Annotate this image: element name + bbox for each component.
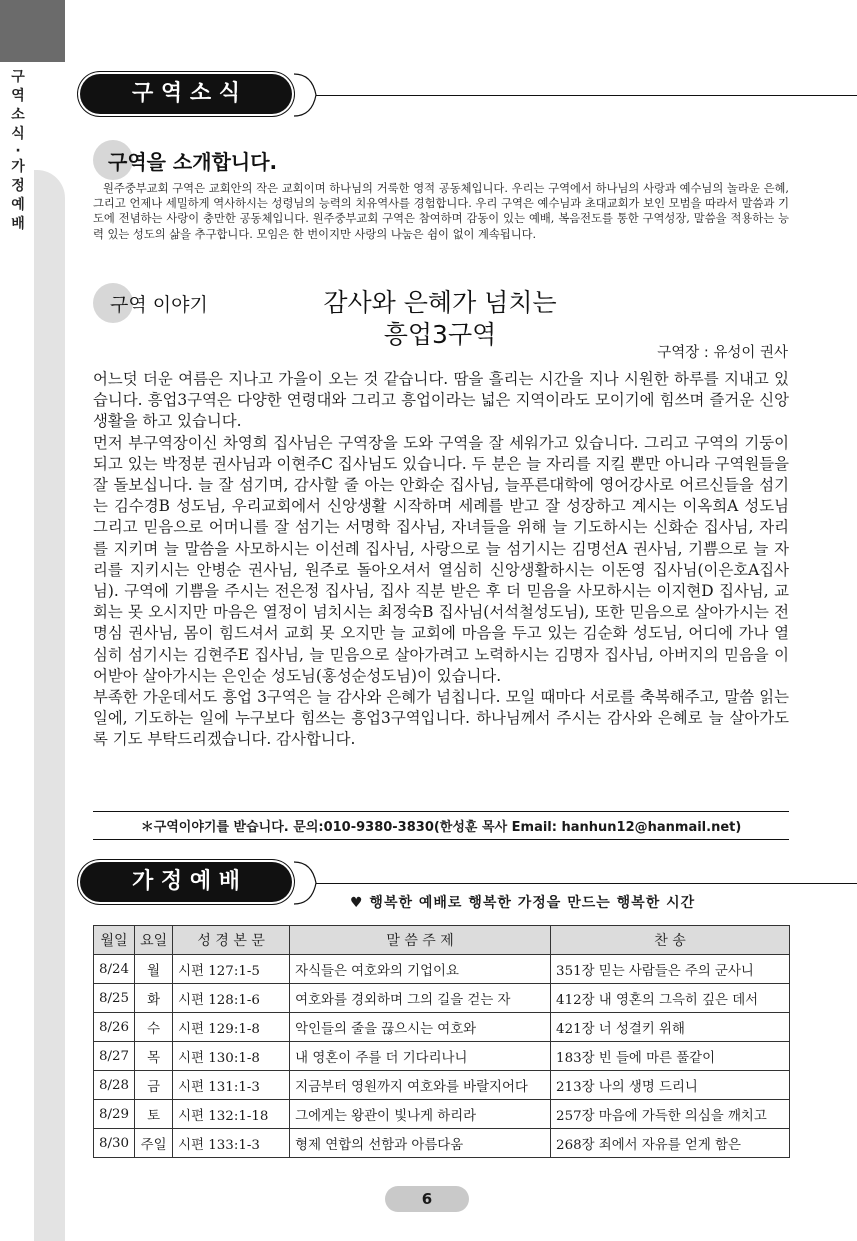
cell-theme: 악인들의 줄을 끊으시는 여호와	[290, 1013, 551, 1042]
table-row	[94, 1013, 790, 1042]
table-row	[94, 955, 790, 984]
cell-hymn: 268장 죄에서 자유를 얻게 함은	[551, 1129, 790, 1158]
cell-date: 8/29	[94, 1100, 135, 1129]
header-rule	[316, 95, 857, 96]
side-tab-dark-block	[0, 0, 65, 62]
cell-scripture: 시편 128:1-6	[173, 984, 290, 1013]
col-day: 요일	[135, 926, 173, 955]
worship-rule	[316, 883, 857, 884]
table-header-row	[94, 926, 790, 955]
cell-theme: 지금부터 영원까지 여호와를 바랄지어다	[290, 1071, 551, 1100]
cell-date: 8/30	[94, 1129, 135, 1158]
story-paragraph-2: 먼저 부구역장이신 차영희 집사님은 구역장을 도와 구역을 잘 세워가고 있습니다. 그리고 구역의 기둥이 되고 있는 박정분 권사님과 이현주C 집사님도 있습니다. 두 분은 늘 자리를 지킬 뿐만 아니라 구역원들을 잘 돌보십니다. 늘 잘 섬기며, 감사할 줄 아는 안화순 집사님, 늘푸른대학에 영어강사로 어르신들을 섬기는 김수경B 성도님, 우리교회에서 신앙생활 시작하며 세례를 받고 잘 성장하고 계시는 이옥희A 성도님 그리고 믿음으로 어머니를 잘 섬기는 서명학 집사님, 자녀들을 위해 늘 기도하시는 신화순 집사님, 자리를 지키며 늘 말씀을 사모하시는 이선례 집사님, 사랑으로 늘 섬기시는 김명선A 권사님, 기쁨으로 늘 자리를 지키시는 안병순 권사님, 원주로 돌아오셔서 열심히 신앙생활하시는 이돈영 집사님(이은호A집사님). 구역에 기쁨을 주시는 전은정 집사님, 집사 직분 받은 후 더 믿음을 사모하시는 이지현D 집사님, 교회는 못 오시지만 마음은 열정이 넘치시는 최정숙B 집사님(서석철성도님), 또한 믿음으로 살아가시는 전명심 권사님, 몸이 힘드셔서 교회 못 오지만 늘 교회에 마음을 두고 있는 김순화 성도님, 어디에 가나 열심히 섬기시는 김현주E 집사님, 늘 믿음으로 살아가려고 노력하시는 김명자 집사님, 아버지의 믿음을 이어받아 살아가시는 은인순 성도님(홍성순성도님)이 있습니다.	[93, 433, 789, 685]
story-title	[300, 287, 580, 351]
cell-scripture: 시편 130:1-8	[173, 1042, 290, 1071]
family-worship-header: 가 정 예 배	[80, 862, 292, 902]
cell-date: 8/25	[94, 984, 135, 1013]
cell-theme: 자식들은 여호와의 기업이요	[290, 955, 551, 984]
cell-day: 금	[135, 1071, 173, 1100]
cell-theme: 형제 연합의 선함과 아름다움	[290, 1129, 551, 1158]
cell-day: 목	[135, 1042, 173, 1071]
cell-theme: 여호와를 경외하며 그의 길을 걷는 자	[290, 984, 551, 1013]
worship-table	[93, 925, 790, 1158]
table-row	[94, 1129, 790, 1158]
side-label-top: 구역소식	[11, 69, 25, 142]
cell-hymn: 213장 나의 생명 드리니	[551, 1071, 790, 1100]
page-number: 6	[385, 1186, 469, 1212]
story-paragraph-1: 어느덧 더운 여름은 지나고 가을이 오는 것 같습니다. 땀을 흘리는 시간을 지나 시원한 하루를 지내고 있습니다. 흥업3구역은 다양한 연령대와 그리고 흥업이라는 넓은 지역이라도 모이기에 힘쓰며 즐거운 신앙생활을 하고 있습니다.	[93, 370, 789, 431]
intro-paragraph: 원주중부교회 구역은 교회안의 작은 교회이며 하나님의 거룩한 영적 공동체입니다. 우리는 구역에서 하나님의 사랑과 예수님의 놀라운 은혜, 그리고 언제나 세밀하게 역사하시는 성령님의 능력의 치유역사를 경험합니다. 우리 구역은 예수님과 초대교회가 보인 모범을 따라서 말씀과 기도에 전념하는 사랑이 충만한 공동체입니다. 원주중부교회 구역은 참여하며 감동이 있는 예배, 복음전도를 통한 구역성장, 말씀을 적용하는 능력 있는 성도의 삶을 추구합니다. 모임은 한 번이지만 사랑의 나눔은 쉼이 없이 계속됩니다.	[93, 182, 789, 241]
story-paragraph-3: 부족한 가운데서도 흥업 3구역은 늘 감사와 은혜가 넘칩니다. 모일 때마다 서로를 축복해주고, 말씀 읽는 일에, 기도하는 일에 누구보다 힘쓰는 흥업3구역입니다. 하나님께서 주시는 감사와 은혜로 늘 살아가도록 기도 부탁드리겠습니다. 감사합니다.	[93, 688, 789, 749]
col-theme: 말 씀 주 제	[290, 926, 551, 955]
cell-theme: 내 영혼이 주를 더 기다리나니	[290, 1042, 551, 1071]
story-body	[93, 369, 789, 751]
note-rule-bottom	[93, 839, 789, 840]
cell-hymn: 421장 너 성결키 위해	[551, 1013, 790, 1042]
cell-scripture: 시편 129:1-8	[173, 1013, 290, 1042]
story-author: 구역장 : 유성이 권사	[657, 345, 788, 361]
table-row	[94, 1042, 790, 1071]
col-scripture: 성 경 본 문	[173, 926, 290, 955]
cell-hymn: 351장 믿는 사람들은 주의 군사니	[551, 955, 790, 984]
side-gray-strip	[34, 170, 65, 1241]
table-row	[94, 1071, 790, 1100]
cell-day: 수	[135, 1013, 173, 1042]
side-tab-label	[6, 68, 30, 234]
side-label-separator: ·	[15, 143, 21, 159]
story-title-line2: 흥업3구역	[383, 320, 497, 349]
col-hymn: 찬 송	[551, 926, 790, 955]
cell-date: 8/26	[94, 1013, 135, 1042]
table-row	[94, 1100, 790, 1129]
col-date: 월일	[94, 926, 135, 955]
table-row	[94, 984, 790, 1013]
cell-theme: 그에게는 왕관이 빛나게 하리라	[290, 1100, 551, 1129]
intro-heading: 구역을 소개합니다.	[108, 150, 278, 174]
cell-day: 월	[135, 955, 173, 984]
cell-hymn: 412장 내 영혼의 그윽히 깊은 데서	[551, 984, 790, 1013]
cell-day: 토	[135, 1100, 173, 1129]
district-news-header: 구 역 소 식	[80, 74, 292, 114]
cell-date: 8/28	[94, 1071, 135, 1100]
cell-date: 8/24	[94, 955, 135, 984]
story-label: 구역 이야기	[110, 294, 208, 316]
cell-day: 주일	[135, 1129, 173, 1158]
side-label-bottom: 가정예배	[11, 159, 25, 232]
story-title-line1: 감사와 은혜가 넘치는	[323, 288, 557, 317]
cell-scripture: 시편 133:1-3	[173, 1129, 290, 1158]
submission-note: ＊구역이야기를 받습니다. 문의:010-9380-3830(한성훈 목사 Email: hanhun12@hanmail.net)	[140, 820, 742, 835]
cell-scripture: 시편 127:1-5	[173, 955, 290, 984]
cell-date: 8/27	[94, 1042, 135, 1071]
cell-hymn: 183장 빈 들에 마른 풀같이	[551, 1042, 790, 1071]
cell-scripture: 시편 132:1-18	[173, 1100, 290, 1129]
note-rule-top	[93, 811, 789, 812]
cell-day: 화	[135, 984, 173, 1013]
cell-scripture: 시편 131:1-3	[173, 1071, 290, 1100]
worship-tagline: ♥ 행복한 예배로 행복한 가정을 만드는 행복한 시간	[350, 895, 696, 911]
cell-hymn: 257장 마음에 가득한 의심을 깨치고	[551, 1100, 790, 1129]
